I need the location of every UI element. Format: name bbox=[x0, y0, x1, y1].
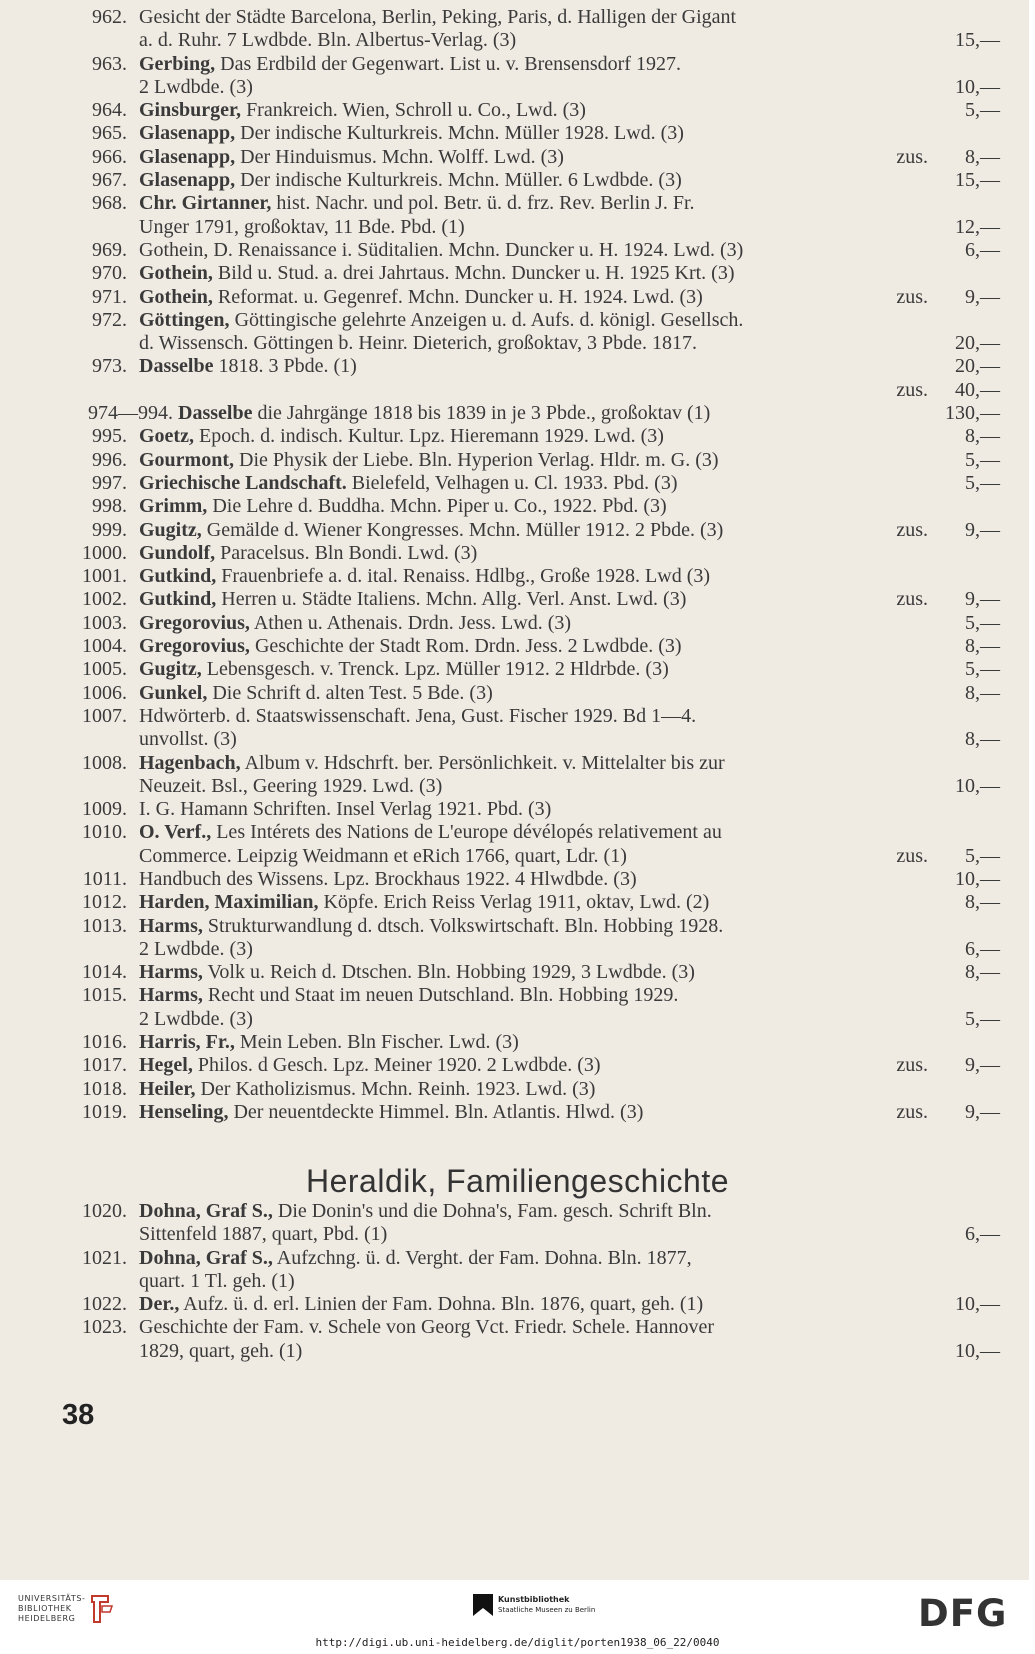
entry-author: Gerbing, bbox=[139, 52, 216, 75]
catalog-block-2 bbox=[70, 425, 1000, 1124]
entry-price: 10,— bbox=[955, 774, 1000, 797]
entry-text: Bielefeld, Velhagen u. Cl. 1933. Pbd. (3) bbox=[346, 471, 678, 494]
entry-line bbox=[139, 1054, 1000, 1077]
entry-text: Hdwörterb. d. Staatswissenschaft. Jena, Gust. Fischer 1929. Bd 1—4. bbox=[139, 704, 697, 727]
entry-text: I. G. Hamann Schriften. Insel Verlag 1921. Pbd. (3) bbox=[139, 798, 552, 821]
uni-line-3: HEIDELBERG bbox=[18, 1614, 76, 1623]
entry-price: 9,— bbox=[965, 285, 1000, 308]
entry-author: Dohna, Graf S., bbox=[139, 1200, 273, 1222]
entry-line bbox=[139, 984, 1000, 1007]
entry-line bbox=[139, 355, 1000, 378]
entry-line bbox=[139, 728, 1000, 751]
footer-bar bbox=[0, 1580, 1035, 1654]
entry-text: Der neuentdeckte Himmel. Bln. Atlantis. Hlwd. (3) bbox=[228, 1100, 644, 1123]
entry-text: Die Donin's und die Dohna's, Fam. gesch. Schrift Bln. bbox=[272, 1200, 712, 1222]
entry-text: Paracelsus. Bln Bondi. Lwd. (3) bbox=[215, 541, 478, 564]
entry-number: 1022. bbox=[82, 1293, 127, 1316]
entry-line bbox=[139, 519, 1000, 542]
entry-number: 1006. bbox=[82, 681, 127, 704]
entry-line bbox=[139, 705, 1000, 728]
catalog-entry bbox=[70, 472, 1000, 495]
catalog-entry bbox=[70, 519, 1000, 542]
entry-line bbox=[139, 192, 1000, 215]
entry-author: Henseling, bbox=[139, 1100, 229, 1123]
entry-author: Gunkel, bbox=[139, 681, 208, 704]
page-number: 38 bbox=[62, 1399, 95, 1431]
range-entry-price: 130,— bbox=[945, 402, 1000, 425]
entry-price: 8,— bbox=[965, 635, 1000, 658]
entry-text: Epoch. d. indisch. Kultur. Lpz. Hieremann 1929. Lwd. (3) bbox=[193, 425, 664, 448]
catalog-entry bbox=[70, 286, 1000, 309]
catalog-entry bbox=[70, 1054, 1000, 1077]
kunstbibliothek-label bbox=[498, 1594, 595, 1616]
entry-line bbox=[139, 262, 1000, 285]
entry-line bbox=[139, 239, 1000, 262]
catalog-entry bbox=[70, 99, 1000, 122]
entry-price: 20,— bbox=[955, 332, 1000, 355]
catalog-entry bbox=[70, 868, 1000, 891]
entry-number: 1013. bbox=[82, 914, 127, 937]
entry-line bbox=[139, 658, 1000, 681]
catalog-entry bbox=[70, 798, 1000, 821]
entry-price: 5,— bbox=[965, 471, 1000, 494]
entry-line bbox=[139, 425, 1000, 448]
entry-author: Harms, bbox=[139, 914, 203, 937]
entry-number: 1002. bbox=[82, 588, 127, 611]
entry-number: 1010. bbox=[82, 821, 127, 844]
entry-price: 8,— bbox=[965, 145, 1000, 168]
entry-line bbox=[139, 472, 1000, 495]
catalog-block-1 bbox=[70, 6, 1000, 379]
entry-line bbox=[139, 635, 1000, 658]
university-logo-icon bbox=[88, 1592, 114, 1626]
entry-price: 9,— bbox=[965, 588, 1000, 611]
entry-line bbox=[139, 682, 1000, 705]
entry-number: 969. bbox=[92, 238, 127, 261]
entry-line bbox=[139, 169, 1000, 192]
entry-author: Heiler, bbox=[139, 1077, 196, 1100]
catalog-entry bbox=[70, 961, 1000, 984]
entry-price: 5,— bbox=[965, 1007, 1000, 1030]
entry-text: 1818. 3 Pbde. (1) bbox=[213, 355, 357, 378]
entry-text: Köpfe. Erich Reiss Verlag 1911, oktav, Lwd. (2) bbox=[318, 891, 710, 914]
entry-price: 9,— bbox=[965, 1054, 1000, 1077]
entry-text: Der indische Kulturkreis. Mchn. Müller. 6 Lwdbde. (3) bbox=[235, 169, 682, 192]
entry-line bbox=[139, 76, 1000, 99]
entry-text: 1829, quart, geh. (1) bbox=[139, 1339, 303, 1362]
entry-text: Philos. d Gesch. Lpz. Meiner 1920. 2 Lwdbde. (3) bbox=[192, 1054, 601, 1077]
entry-number: 964. bbox=[92, 99, 127, 122]
entry-author: Der., bbox=[139, 1293, 180, 1316]
entry-text: Album v. Hdschrft. ber. Persönlichkeit. v. Mittelalter bis zur bbox=[240, 751, 725, 774]
entry-line bbox=[139, 53, 1000, 76]
entry-price: 8,— bbox=[965, 425, 1000, 448]
entry-author: Gourmont, bbox=[139, 448, 234, 471]
entry-text: Geschichte der Stadt Rom. Drdn. Jess. 2 Lwdbde. (3) bbox=[249, 635, 682, 658]
entry-line bbox=[139, 891, 1000, 914]
entry-number: 973. bbox=[92, 355, 127, 378]
catalog-entry bbox=[70, 612, 1000, 635]
entry-author: Gregorovius, bbox=[139, 611, 250, 634]
entry-author: Dasselbe bbox=[139, 355, 214, 378]
entry-text: Frankreich. Wien, Schroll u. Co., Lwd. (3) bbox=[241, 99, 586, 122]
entry-number: 972. bbox=[92, 308, 127, 331]
entry-text: Herren u. Städte Italiens. Mchn. Allg. Verl. Anst. Lwd. (3) bbox=[216, 588, 687, 611]
entry-number: 999. bbox=[92, 518, 127, 541]
entry-author: Glasenapp, bbox=[139, 145, 236, 168]
entry-number: 1020. bbox=[82, 1200, 127, 1222]
entry-number: 1008. bbox=[82, 751, 127, 774]
entry-author: Gugitz, bbox=[139, 518, 202, 541]
catalog-entry bbox=[70, 1031, 1000, 1054]
dfg-logo: DFG bbox=[918, 1592, 1008, 1635]
entry-price: 12,— bbox=[955, 215, 1000, 238]
entry-author: O. Verf., bbox=[139, 821, 212, 844]
entry-author: Göttingen, bbox=[139, 308, 230, 331]
catalog-entry bbox=[70, 542, 1000, 565]
entry-line bbox=[139, 752, 1000, 775]
entry-text: quart. 1 Tl. geh. (1) bbox=[139, 1269, 295, 1292]
entry-text: Mein Leben. Bln Fischer. Lwd. (3) bbox=[234, 1031, 519, 1054]
entry-number: 1017. bbox=[82, 1054, 127, 1077]
subtotal-price: 40,— bbox=[955, 378, 1000, 401]
entry-zus: zus. bbox=[896, 1100, 928, 1123]
entry-author: Griechische Landschaft. bbox=[139, 471, 347, 494]
entry-price: 8,— bbox=[965, 891, 1000, 914]
catalog-list bbox=[70, 6, 1000, 1124]
catalog-entry bbox=[70, 6, 1000, 53]
catalog-block-3 bbox=[70, 1200, 1000, 1363]
entry-zus: zus. bbox=[896, 518, 928, 541]
catalog-entry bbox=[70, 891, 1000, 914]
entry-text: 2 Lwdbde. (3) bbox=[139, 937, 253, 960]
entry-line bbox=[139, 309, 1000, 332]
entry-number: 1021. bbox=[82, 1246, 127, 1269]
entry-price: 15,— bbox=[955, 29, 1000, 52]
entry-line bbox=[139, 1200, 1000, 1223]
entry-author: Glasenapp, bbox=[139, 169, 236, 192]
entry-line bbox=[139, 612, 1000, 635]
entry-line bbox=[139, 1031, 1000, 1054]
entry-line bbox=[139, 542, 1000, 565]
catalog-entry bbox=[70, 635, 1000, 658]
entry-number: 996. bbox=[92, 448, 127, 471]
subtotal-zus: zus. bbox=[896, 378, 928, 401]
catalog-entry bbox=[70, 309, 1000, 356]
entry-text: Geschichte der Fam. v. Schele von Georg Vct. Friedr. Schele. Hannover bbox=[139, 1316, 715, 1339]
entry-price: 5,— bbox=[965, 611, 1000, 634]
catalog-entry bbox=[70, 146, 1000, 169]
entry-text: unvollst. (3) bbox=[139, 728, 237, 751]
entry-text: Strukturwandlung d. dtsch. Volkswirtschaft. Bln. Hobbing 1928. bbox=[202, 914, 724, 937]
entry-line bbox=[139, 1247, 1000, 1270]
entry-price: 8,— bbox=[965, 681, 1000, 704]
catalog-entry bbox=[70, 821, 1000, 868]
catalog-entry bbox=[70, 705, 1000, 752]
entry-number: 1023. bbox=[82, 1316, 127, 1339]
range-entry-text: die Jahrgänge 1818 bis 1839 in je 3 Pbde., großoktav (1) bbox=[252, 402, 711, 425]
entry-line bbox=[139, 588, 1000, 611]
entry-author: Hagenbach, bbox=[139, 751, 241, 774]
entry-line bbox=[139, 449, 1000, 472]
entry-price: 15,— bbox=[955, 169, 1000, 192]
entry-author: Harden, Maximilian, bbox=[139, 891, 319, 914]
entry-text: Bild u. Stud. a. drei Jahrtaus. Mchn. Duncker u. H. 1925 Krt. (3) bbox=[212, 262, 735, 285]
entry-price: 10,— bbox=[955, 1293, 1000, 1316]
entry-text: Der indische Kulturkreis. Mchn. Müller 1928. Lwd. (3) bbox=[235, 122, 684, 145]
entry-text: Göttingische gelehrte Anzeigen u. d. Aufs. d. königl. Gesellsch. bbox=[229, 308, 744, 331]
entry-line bbox=[139, 216, 1000, 239]
entry-number: 968. bbox=[92, 192, 127, 215]
university-library-label bbox=[18, 1594, 86, 1624]
entry-zus: zus. bbox=[896, 285, 928, 308]
entry-price: 10,— bbox=[955, 1339, 1000, 1362]
entry-text: Neuzeit. Bsl., Geering 1929. Lwd. (3) bbox=[139, 774, 443, 797]
uni-line-1: UNIVERSITÄTS- bbox=[18, 1594, 86, 1603]
entry-author: Glasenapp, bbox=[139, 122, 236, 145]
entry-price: 8,— bbox=[965, 961, 1000, 984]
range-entry-number: 974—994. bbox=[88, 402, 173, 425]
entry-number: 995. bbox=[92, 425, 127, 448]
entry-author: Ginsburger, bbox=[139, 99, 242, 122]
catalog-entry bbox=[70, 752, 1000, 799]
entry-price: 10,— bbox=[955, 75, 1000, 98]
entry-number: 1004. bbox=[82, 635, 127, 658]
entry-number: 1016. bbox=[82, 1031, 127, 1054]
entry-text: Das Erdbild der Gegenwart. List u. v. Brensensdorf 1927. bbox=[215, 52, 681, 75]
catalog-entry bbox=[70, 1247, 1000, 1294]
entry-text: Reformat. u. Gegenref. Mchn. Duncker u. H. 1924. Lwd. (3) bbox=[212, 285, 703, 308]
entry-author: Harris, Fr., bbox=[139, 1031, 235, 1054]
catalog-entry bbox=[70, 565, 1000, 588]
entry-price: 6,— bbox=[965, 238, 1000, 261]
entry-zus: zus. bbox=[896, 588, 928, 611]
catalog-entry bbox=[70, 169, 1000, 192]
entry-text: Commerce. Leipzig Weidmann et eRich 1766, quart, Ldr. (1) bbox=[139, 844, 627, 867]
catalog-entry bbox=[70, 495, 1000, 518]
entry-price: 5,— bbox=[965, 844, 1000, 867]
entry-text: Gesicht der Städte Barcelona, Berlin, Peking, Paris, d. Halligen der Gigant bbox=[139, 6, 737, 28]
entry-number: 970. bbox=[92, 262, 127, 285]
entry-price: 10,— bbox=[955, 867, 1000, 890]
entry-text: Recht und Staat im neuen Dutschland. Bln. Hobbing 1929. bbox=[202, 984, 679, 1007]
entry-text: Handbuch des Wissens. Lpz. Brockhaus 1922. 4 Hlwdbde. (3) bbox=[139, 867, 637, 890]
entry-price: 5,— bbox=[965, 99, 1000, 122]
entry-number: 1001. bbox=[82, 565, 127, 588]
entry-text: Die Physik der Liebe. Bln. Hyperion Verlag. Hldr. m. G. (3) bbox=[234, 448, 719, 471]
entry-text: Gemälde d. Wiener Kongresses. Mchn. Müller 1912. 2 Pbde. (3) bbox=[201, 518, 724, 541]
entry-line bbox=[139, 1101, 1000, 1124]
entry-line bbox=[139, 938, 1000, 961]
entry-price: 9,— bbox=[965, 1100, 1000, 1123]
entry-line bbox=[139, 845, 1000, 868]
entry-price: 5,— bbox=[965, 448, 1000, 471]
catalog-entry bbox=[70, 192, 1000, 239]
entry-number: 1011. bbox=[82, 867, 127, 890]
entry-line bbox=[139, 1270, 1000, 1293]
entry-number: 1005. bbox=[82, 658, 127, 681]
entry-number: 962. bbox=[92, 6, 127, 28]
entry-line bbox=[139, 99, 1000, 122]
range-entry bbox=[70, 402, 1000, 425]
entry-line bbox=[139, 1340, 1000, 1363]
uni-line-2: BIBLIOTHEK bbox=[18, 1604, 72, 1613]
catalog-entry bbox=[70, 1293, 1000, 1316]
entry-author: Dohna, Graf S., bbox=[139, 1246, 273, 1269]
entry-line bbox=[139, 915, 1000, 938]
entry-line bbox=[139, 146, 1000, 169]
entry-text: Die Schrift d. alten Test. 5 Bde. (3) bbox=[207, 681, 493, 704]
catalog-entry bbox=[70, 239, 1000, 262]
entry-author: Harms, bbox=[139, 984, 203, 1007]
entry-line bbox=[139, 821, 1000, 844]
entry-line bbox=[139, 122, 1000, 145]
catalog-entry bbox=[70, 425, 1000, 448]
entry-zus: zus. bbox=[896, 1054, 928, 1077]
entry-line bbox=[139, 332, 1000, 355]
subtotal-line bbox=[70, 379, 1000, 402]
entry-price: 9,— bbox=[965, 518, 1000, 541]
entry-text: Athen u. Athenais. Drdn. Jess. Lwd. (3) bbox=[249, 611, 572, 634]
entry-author: Gundolf, bbox=[139, 541, 216, 564]
entry-number: 1003. bbox=[82, 611, 127, 634]
entry-author: Goetz, bbox=[139, 425, 194, 448]
entry-line bbox=[139, 495, 1000, 518]
entry-line bbox=[139, 1078, 1000, 1101]
entry-text: Aufz. ü. d. erl. Linien der Fam. Dohna. Bln. 1876, quart, geh. (1) bbox=[179, 1293, 704, 1316]
entry-line bbox=[139, 565, 1000, 588]
catalog-entry bbox=[70, 122, 1000, 145]
entry-text: Aufzchng. ü. d. Verght. der Fam. Dohna. Bln. 1877, bbox=[272, 1246, 692, 1269]
entry-number: 965. bbox=[92, 122, 127, 145]
entry-price: 8,— bbox=[965, 728, 1000, 751]
entry-text: Frauenbriefe a. d. ital. Renaiss. Hdlbg., Große 1928. Lwd (3) bbox=[216, 565, 711, 588]
entry-text: Der Hinduismus. Mchn. Wolff. Lwd. (3) bbox=[235, 145, 564, 168]
entry-author: Harms, bbox=[139, 961, 203, 984]
catalog-entry bbox=[70, 53, 1000, 100]
catalog-entry bbox=[70, 984, 1000, 1031]
entry-number: 1007. bbox=[82, 704, 127, 727]
entry-number: 1018. bbox=[82, 1077, 127, 1100]
section-heading: Heraldik, Familiengeschichte bbox=[305, 1163, 730, 1199]
entry-line bbox=[139, 775, 1000, 798]
catalog-list-heraldik bbox=[70, 1200, 1000, 1363]
entry-line bbox=[139, 6, 1000, 29]
entry-number: 1012. bbox=[82, 891, 127, 914]
catalog-entry bbox=[70, 682, 1000, 705]
entry-line bbox=[139, 1008, 1000, 1031]
entry-number: 963. bbox=[92, 52, 127, 75]
source-url: http://digi.ub.uni-heidelberg.de/diglit/porten1938_06_22/0040 bbox=[315, 1636, 720, 1649]
entry-price: 20,— bbox=[955, 355, 1000, 378]
entry-text: Lebensgesch. v. Trenck. Lpz. Müller 1912. 2 Hldrbde. (3) bbox=[201, 658, 669, 681]
entry-line bbox=[139, 961, 1000, 984]
entry-author: Gugitz, bbox=[139, 658, 202, 681]
entry-line bbox=[139, 798, 1000, 821]
catalog-entry bbox=[70, 355, 1000, 378]
entry-text: a. d. Ruhr. 7 Lwdbde. Bln. Albertus-Verlag. (3) bbox=[139, 29, 517, 52]
entry-line bbox=[139, 29, 1000, 52]
entry-number: 1015. bbox=[82, 984, 127, 1007]
entry-text: Volk u. Reich d. Dtschen. Bln. Hobbing 1929, 3 Lwdbde. (3) bbox=[202, 961, 695, 984]
kunstbibliothek-logo-icon bbox=[473, 1594, 493, 1616]
entry-text: Gothein, D. Renaissance i. Süditalien. Mchn. Duncker u. H. 1924. Lwd. (3) bbox=[139, 238, 744, 261]
entry-text: 2 Lwdbde. (3) bbox=[139, 75, 253, 98]
entry-price: 5,— bbox=[965, 658, 1000, 681]
entry-author: Gregorovius, bbox=[139, 635, 250, 658]
entry-author: Gothein, bbox=[139, 262, 213, 285]
entry-text: Sittenfeld 1887, quart, Pbd. (1) bbox=[139, 1223, 388, 1246]
catalog-entry bbox=[70, 1200, 1000, 1247]
entry-text: Unger 1791, großoktav, 11 Bde. Pbd. (1) bbox=[139, 215, 465, 238]
entry-line bbox=[139, 286, 1000, 309]
entry-zus: zus. bbox=[896, 844, 928, 867]
entry-author: Chr. Girtanner, bbox=[139, 192, 272, 215]
entry-text: 2 Lwdbde. (3) bbox=[139, 1007, 253, 1030]
entry-text: Der Katholizismus. Mchn. Reinh. 1923. Lwd. (3) bbox=[195, 1077, 596, 1100]
catalog-entry bbox=[70, 262, 1000, 285]
entry-text: Die Lehre d. Buddha. Mchn. Piper u. Co., 1922. Pbd. (3) bbox=[207, 495, 667, 518]
entry-text: d. Wissensch. Göttingen b. Heinr. Dieterich, großoktav, 3 Pbde. 1817. bbox=[139, 332, 697, 355]
entry-number: 1000. bbox=[82, 541, 127, 564]
entry-line bbox=[139, 1316, 1000, 1339]
catalog-entry bbox=[70, 1316, 1000, 1363]
catalog-entry bbox=[70, 915, 1000, 962]
entry-number: 997. bbox=[92, 471, 127, 494]
entry-number: 971. bbox=[92, 285, 127, 308]
entry-number: 998. bbox=[92, 495, 127, 518]
entry-line bbox=[139, 1293, 1000, 1316]
entry-text: Les Intérets des Nations de L'europe dévélopés relativement au bbox=[211, 821, 722, 844]
entry-number: 1014. bbox=[82, 961, 127, 984]
entry-price: 6,— bbox=[965, 1223, 1000, 1246]
entry-author: Hegel, bbox=[139, 1054, 193, 1077]
entry-zus: zus. bbox=[896, 145, 928, 168]
entry-text: hist. Nachr. und pol. Betr. ü. d. frz. Rev. Berlin J. Fr. bbox=[271, 192, 695, 215]
catalog-entry bbox=[70, 588, 1000, 611]
entry-author: Gothein, bbox=[139, 285, 213, 308]
catalog-entry bbox=[70, 1078, 1000, 1101]
entry-number: 1019. bbox=[82, 1100, 127, 1123]
entry-line bbox=[139, 868, 1000, 891]
catalog-entry bbox=[70, 1101, 1000, 1124]
entry-author: Grimm, bbox=[139, 495, 208, 518]
kb-title: Kunstbibliothek bbox=[498, 1595, 570, 1604]
range-entry-author: Dasselbe bbox=[178, 402, 253, 425]
entry-number: 967. bbox=[92, 169, 127, 192]
entry-number: 966. bbox=[92, 145, 127, 168]
kb-subtitle: Staatliche Museen zu Berlin bbox=[498, 1606, 596, 1614]
entry-number: 1009. bbox=[82, 798, 127, 821]
entry-author: Gutkind, bbox=[139, 565, 217, 588]
entry-price: 6,— bbox=[965, 937, 1000, 960]
entry-author: Gutkind, bbox=[139, 588, 217, 611]
entry-line bbox=[139, 1223, 1000, 1246]
catalog-entry bbox=[70, 658, 1000, 681]
catalog-entry bbox=[70, 449, 1000, 472]
